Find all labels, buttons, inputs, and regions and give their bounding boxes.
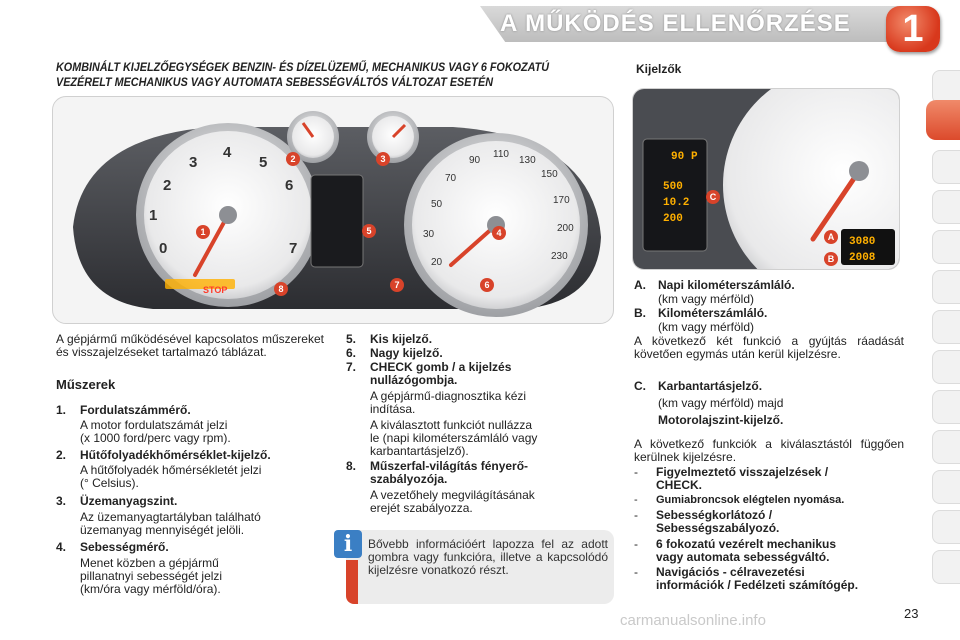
side-tab[interactable]	[932, 350, 960, 384]
item-description	[370, 419, 610, 458]
readout: 10.2	[663, 197, 690, 209]
item-number: 3.	[56, 494, 67, 508]
item-title-text: Sebességmérő.	[80, 540, 169, 554]
item-letter: A.	[634, 278, 646, 292]
function-text: 6 fokozatú vezérelt mechanikus	[656, 537, 837, 551]
item-title	[346, 347, 606, 360]
side-tab-active[interactable]	[926, 100, 960, 140]
list-dash: -	[634, 565, 638, 579]
info-box-accent	[346, 560, 358, 604]
item-title-continued: nullázógombja.	[370, 373, 458, 387]
list-dash: -	[634, 465, 638, 479]
readout: 90	[671, 151, 685, 163]
item-title-text: Karbantartásjelző.	[658, 379, 763, 393]
function-text-continued: CHECK.	[656, 478, 703, 492]
item-description-line: A gépjármű-diagnosztika kézi	[370, 389, 527, 403]
function-text-continued: vagy automata sebességváltó.	[656, 550, 830, 564]
side-tab[interactable]	[932, 270, 960, 304]
item-title	[634, 307, 904, 320]
section-heading-line1: KOMBINÁLT KIJELZŐEGYSÉGEK BENZIN- ÉS DÍZELÜZEMŰ, MECHANIKUS VAGY 6 FOKOZATÚ	[56, 60, 550, 74]
speedo-tick: 230	[551, 251, 568, 262]
readout: 3080	[849, 236, 876, 248]
speedo-tick: 200	[557, 223, 574, 234]
item-description-line: indítása.	[370, 402, 416, 416]
function-text: Navigációs - célravezetési	[656, 565, 805, 579]
watermark: carmanualsonline.info	[620, 612, 766, 629]
function-text: Sebességkorlátozó /	[656, 508, 773, 522]
item-number: 7.	[346, 360, 357, 374]
item-title	[56, 449, 336, 462]
item-description-line: karbantartásjelző).	[370, 444, 469, 458]
side-tab[interactable]	[932, 70, 960, 104]
item-title-continued: szabályozója.	[370, 472, 448, 486]
callout-label: 7	[394, 280, 400, 290]
item-title-text: CHECK gomb / a kijelzés	[370, 360, 512, 374]
speedo-tick: 30	[423, 229, 435, 240]
displays-heading: Kijelzők	[636, 62, 682, 76]
item-number: 1.	[56, 403, 67, 417]
item-letter: C.	[634, 379, 646, 393]
item-description-line: A kiválasztott funkciót nullázza	[370, 418, 533, 432]
item-description: (km vagy mérföld) majd	[658, 396, 784, 410]
function-item	[634, 494, 924, 507]
page-number: 23	[904, 606, 919, 621]
item-number: 4.	[56, 540, 67, 554]
item-description-line: A vezetőhely megvilágításának	[370, 488, 535, 502]
item-description: (km vagy mérföld)	[658, 320, 755, 334]
item-letter: B.	[634, 306, 646, 320]
side-tab[interactable]	[932, 470, 960, 504]
item-title	[634, 380, 904, 393]
item-description-line: (x 1000 ford/perc vagy rpm).	[80, 431, 231, 445]
intro-paragraph: A gépjármű működésével kapcsolatos műszereket és visszajelzéseket tartalmazó táblázat.	[56, 332, 324, 359]
function-text: Gumiabroncsok elégtelen nyomása.	[656, 494, 845, 506]
tacho-tick: 7	[289, 240, 298, 257]
item-description-line: le (napi kilométerszámláló vagy	[370, 431, 538, 445]
item-description-line: pillanatnyi sebességét jelzi	[80, 569, 223, 583]
item-description-line: A motor fordulatszámát jelzi	[80, 418, 228, 432]
tacho-tick: 4	[223, 144, 232, 161]
readout: 500	[663, 181, 683, 193]
item-title-text: Kis kijelző.	[370, 332, 433, 346]
tacho-hub	[219, 206, 237, 224]
list-dash: -	[634, 508, 638, 522]
central-display	[311, 175, 363, 267]
item-description: (km vagy mérföld)	[658, 292, 755, 306]
function-text-continued: Sebességszabályozó.	[656, 521, 780, 535]
side-tab[interactable]	[932, 310, 960, 344]
speedo-hub-closeup	[849, 161, 869, 181]
tacho-tick: 0	[159, 240, 168, 257]
item-description-line: Az üzemanyagtartályban található	[80, 510, 261, 524]
item-description-line: (° Celsius).	[80, 476, 139, 490]
instrument-cluster-illustration	[52, 96, 614, 324]
list-dash: -	[634, 537, 638, 551]
item-description-line: A hűtőfolyadék hőmérsékletét jelzi	[80, 463, 262, 477]
tacho-tick: 5	[259, 154, 268, 171]
speedo-tick: 150	[541, 169, 558, 180]
item-title-text: Nagy kijelző.	[370, 346, 443, 360]
instrument-cluster-drawing	[53, 97, 614, 324]
item-description	[80, 419, 330, 445]
item-description	[80, 557, 330, 596]
item-title	[56, 495, 326, 508]
item-title	[56, 404, 326, 417]
paragraph: A következő két funkció a gyújtás ráadását követően egymás után kerül kijelzésre.	[634, 334, 904, 361]
chapter-badge	[886, 6, 940, 52]
speedo-tick: 130	[519, 155, 536, 166]
item-number: 8.	[346, 459, 357, 473]
item-description-line: erejét szabályozza.	[370, 501, 473, 515]
item-description	[370, 489, 610, 515]
speedo-tick: 20	[431, 257, 443, 268]
readout: 2008	[849, 252, 876, 264]
item-description-line: üzemanyag mennyiségét jelöli.	[80, 523, 245, 537]
stop-lamp: STOP	[203, 285, 228, 295]
item-description	[80, 511, 330, 537]
info-box-text: Bővebb információért lapozza fel az adott gombra vagy funkcióra, illetve a kapcsolódó kijelzésre vonatkozó részt.	[368, 537, 608, 577]
item-number: 2.	[56, 448, 67, 462]
callout-label: 2	[290, 154, 296, 164]
callout-label: A	[827, 232, 835, 242]
callout-label: 6	[484, 280, 490, 290]
item-number: 6.	[346, 346, 357, 360]
callout-label: 4	[496, 228, 502, 238]
tacho-tick: 1	[149, 207, 158, 224]
section-heading-line2: VEZÉRELT MECHANIKUS VAGY AUTOMATA SEBESSÉGVÁLTÓS VÁLTOZAT ESETÉN	[56, 75, 494, 89]
side-tab[interactable]	[932, 510, 960, 544]
speedo-tick: 50	[431, 199, 443, 210]
item-title	[634, 279, 904, 292]
speedo-tick: 170	[553, 195, 570, 206]
item-title-text: Műszerfal-világítás fényerő-	[370, 459, 529, 473]
side-tab[interactable]	[932, 190, 960, 224]
item-title-text: Kilométerszámláló.	[658, 306, 768, 320]
item-description	[80, 464, 330, 490]
display-closeup-illustration	[632, 88, 900, 270]
item-title-text: Üzemanyagszint.	[80, 494, 178, 508]
side-tab[interactable]	[932, 550, 960, 584]
list-dash: -	[634, 494, 638, 506]
item-title-text: Fordulatszámmérő.	[80, 403, 191, 417]
chapter-number: 1	[902, 8, 924, 50]
speedo-tick: 70	[445, 173, 457, 184]
callout-label: 5	[366, 226, 372, 236]
side-tab[interactable]	[932, 150, 960, 184]
chapter-side-tabs	[926, 70, 960, 630]
item-description-line: (km/óra vagy mérföld/óra).	[80, 582, 221, 596]
tacho-tick: 2	[163, 177, 172, 194]
callout-label: C	[709, 192, 717, 202]
item-title	[56, 541, 326, 554]
tacho-tick: 6	[285, 177, 294, 194]
callout-label: 3	[380, 154, 386, 164]
info-icon: i	[334, 530, 362, 558]
side-tab[interactable]	[932, 390, 960, 424]
item-description-line: Menet közben a gépjármű	[80, 556, 219, 570]
speedo-tick: 90	[469, 155, 481, 166]
speedo-tick: 110	[493, 149, 509, 160]
callout-label: 8	[278, 284, 284, 294]
item-number: 5.	[346, 332, 357, 346]
readout: 200	[663, 213, 683, 225]
paragraph: A következő funkciók a kiválasztástól függően kerülnek kijelzésre.	[634, 437, 904, 464]
section-heading	[56, 60, 614, 96]
display-closeup-drawing	[633, 89, 900, 270]
side-tab[interactable]	[932, 230, 960, 264]
item-title-text: Napi kilométerszámláló.	[658, 278, 795, 292]
page-header	[0, 0, 960, 56]
item-title-text: Hűtőfolyadékhőmérséklet-kijelző.	[80, 448, 271, 462]
item-title-text: Motorolajszint-kijelző.	[658, 413, 784, 427]
readout: P	[691, 151, 698, 163]
tacho-tick: 3	[189, 154, 198, 171]
item-description	[370, 390, 610, 416]
side-tab[interactable]	[932, 430, 960, 464]
callout-label: B	[827, 254, 835, 264]
instruments-heading: Műszerek	[56, 377, 116, 392]
function-text-continued: információk / Fedélzeti számítógép.	[656, 578, 859, 592]
item-title	[346, 333, 606, 346]
function-text: Figyelmeztető visszajelzések /	[656, 465, 829, 479]
callout-label: 1	[200, 227, 206, 237]
chapter-title: A MŰKÖDÉS ELLENŐRZÉSE	[500, 10, 851, 37]
